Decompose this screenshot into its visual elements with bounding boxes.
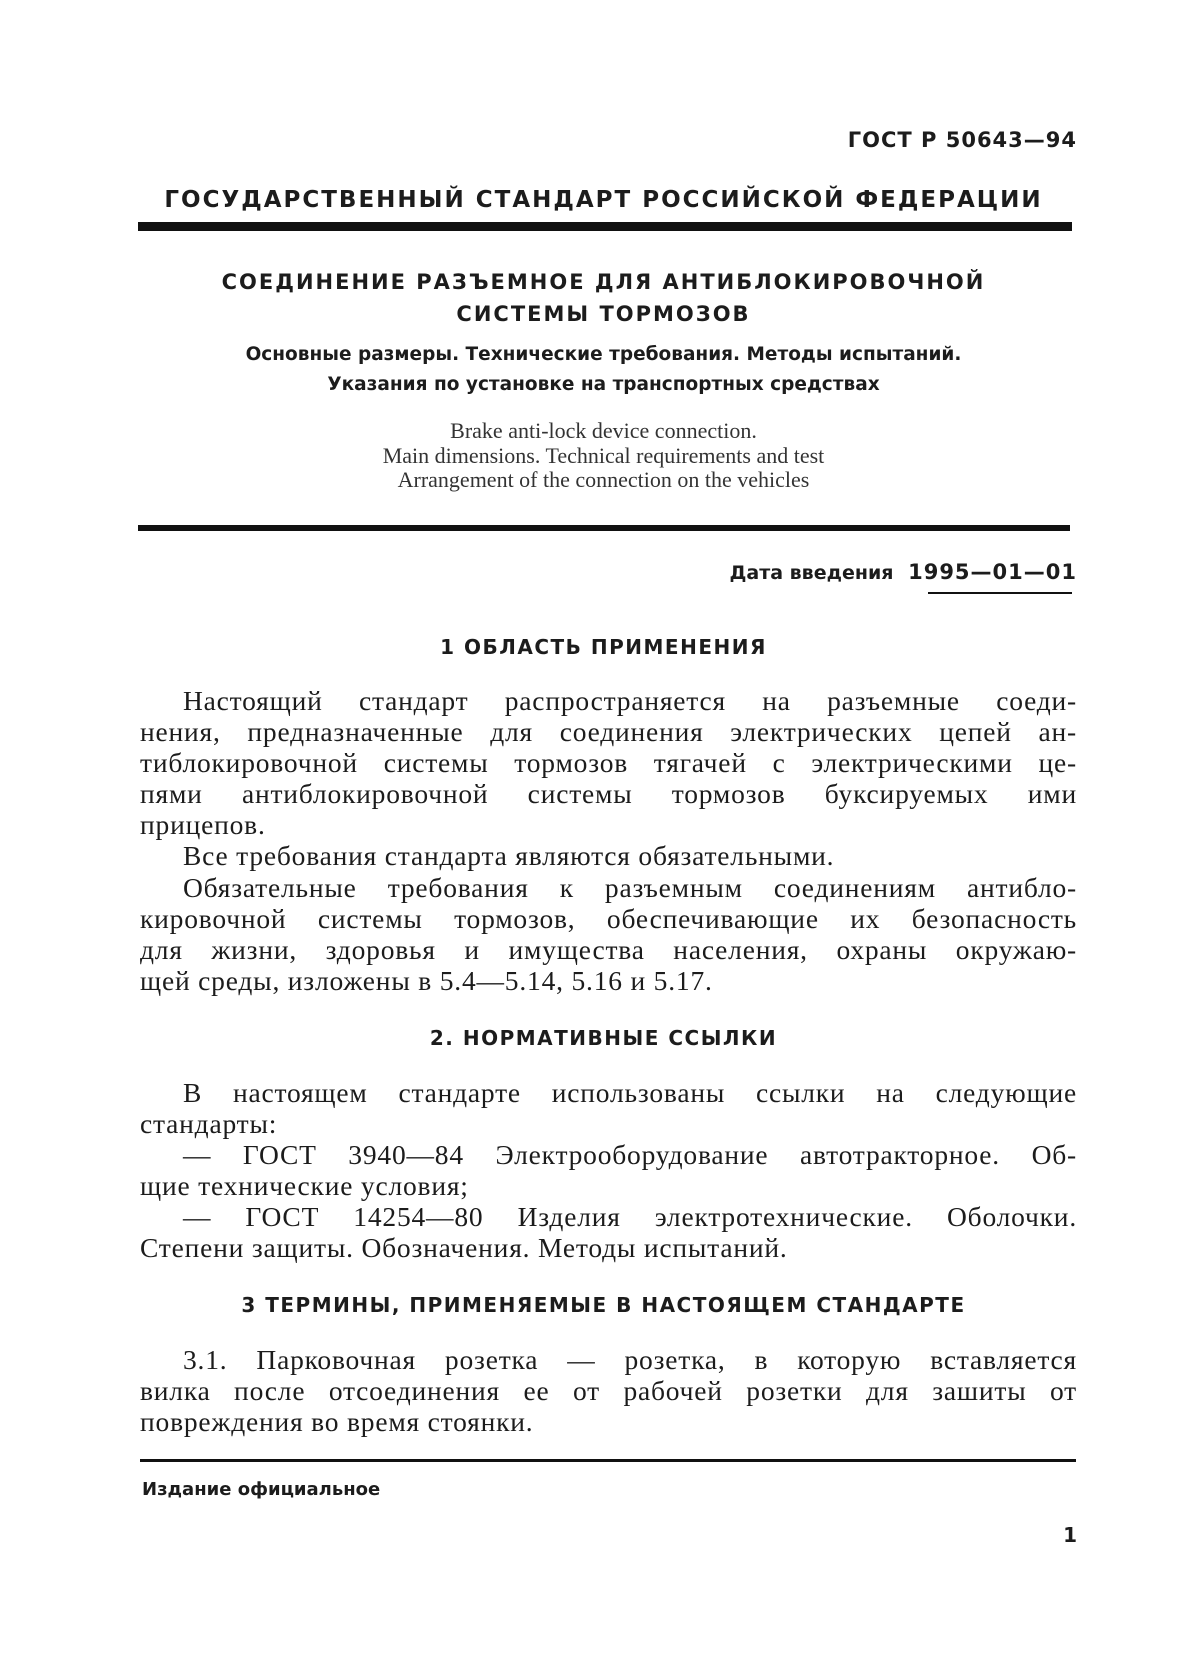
section-1-line: пями антиблокировочной системы тормозов буксируемых ими <box>140 778 1077 809</box>
footer-rule <box>140 1459 1076 1462</box>
section-2-line: стандарты: <box>140 1108 278 1139</box>
section-1-line: Обязательные требования к разъемным соединениям антибло- <box>183 872 1077 903</box>
section-1-line: прицепов. <box>140 809 266 840</box>
section-1-line: тиблокировочной системы тормозов тягачей с электрическими це- <box>140 747 1077 778</box>
introduction-date <box>729 560 1077 584</box>
edition-note: Издание официальное <box>142 1479 381 1500</box>
subtitle-line-2: Указания по установке на транспортных средствах <box>327 374 880 395</box>
section-3-heading: 3 ТЕРМИНЫ, ПРИМЕНЯЕМЫЕ В НАСТОЯЩЕМ СТАНДАРТЕ <box>241 1293 966 1317</box>
section-1-line: для жизни, здоровья и имущества населения, охраны окружаю- <box>140 934 1077 965</box>
section-3-line: вилка после отсоединения ее от рабочей розетки для зашиты от <box>140 1375 1077 1406</box>
english-title-line-1: Brake anti-lock device connection. <box>450 418 757 443</box>
section-2-line: В настоящем стандарте использованы ссылки на следующие <box>183 1077 1077 1108</box>
section-2-line: — ГОСТ 14254—80 Изделия электротехнические. Оболочки. <box>183 1201 1077 1232</box>
title-bottom-rule <box>138 525 1070 531</box>
section-2-heading: 2. НОРМАТИВНЫЕ ССЫЛКИ <box>429 1026 778 1050</box>
section-1-line: Все требования стандарта являются обязательными. <box>183 840 835 871</box>
introduction-date-label: Дата введения <box>729 562 894 584</box>
state-standard-heading: ГОСУДАРСТВЕННЫЙ СТАНДАРТ РОССИЙСКОЙ ФЕДЕРАЦИИ <box>164 187 1043 213</box>
english-title-line-2: Main dimensions. Technical requirements and test <box>382 443 825 468</box>
date-underline <box>928 592 1072 594</box>
section-2-line: Степени защиты. Обозначения. Методы испытаний. <box>140 1232 788 1263</box>
section-1-line: щей среды, изложены в 5.4—5.14, 5.16 и 5.17. <box>140 965 713 996</box>
section-1-line: нения, предназначенные для соединения электрических цепей ан- <box>140 716 1077 747</box>
introduction-date-value: 1995—01—01 <box>908 560 1077 584</box>
section-3-line: повреждения во время стоянки. <box>140 1406 534 1437</box>
section-1-line: Настоящий стандарт распространяется на разъемные соеди- <box>183 685 1077 716</box>
section-2-line: — ГОСТ 3940—84 Электрооборудование автотракторное. Об- <box>183 1139 1077 1170</box>
top-rule <box>138 222 1072 231</box>
page-number: 1 <box>1063 1523 1077 1547</box>
title-line-2: СИСТЕМЫ ТОРМОЗОВ <box>456 302 751 326</box>
document-code: ГОСТ Р 50643—94 <box>847 128 1077 152</box>
subtitle-line-1: Основные размеры. Технические требования. Методы испытаний. <box>245 344 962 365</box>
section-3-line: 3.1. Парковочная розетка — розетка, в которую вставляется <box>183 1344 1077 1375</box>
section-2-line: щие технические условия; <box>140 1170 469 1201</box>
section-1-heading: 1 ОБЛАСТЬ ПРИМЕНЕНИЯ <box>440 635 767 659</box>
english-title-line-3: Arrangement of the connection on the vehicles <box>397 467 810 492</box>
title-line-1: СОЕДИНЕНИЕ РАЗЪЕМНОЕ ДЛЯ АНТИБЛОКИРОВОЧНОЙ <box>221 270 986 294</box>
section-1-line: кировочной системы тормозов, обеспечивающие их безопасность <box>140 903 1077 934</box>
